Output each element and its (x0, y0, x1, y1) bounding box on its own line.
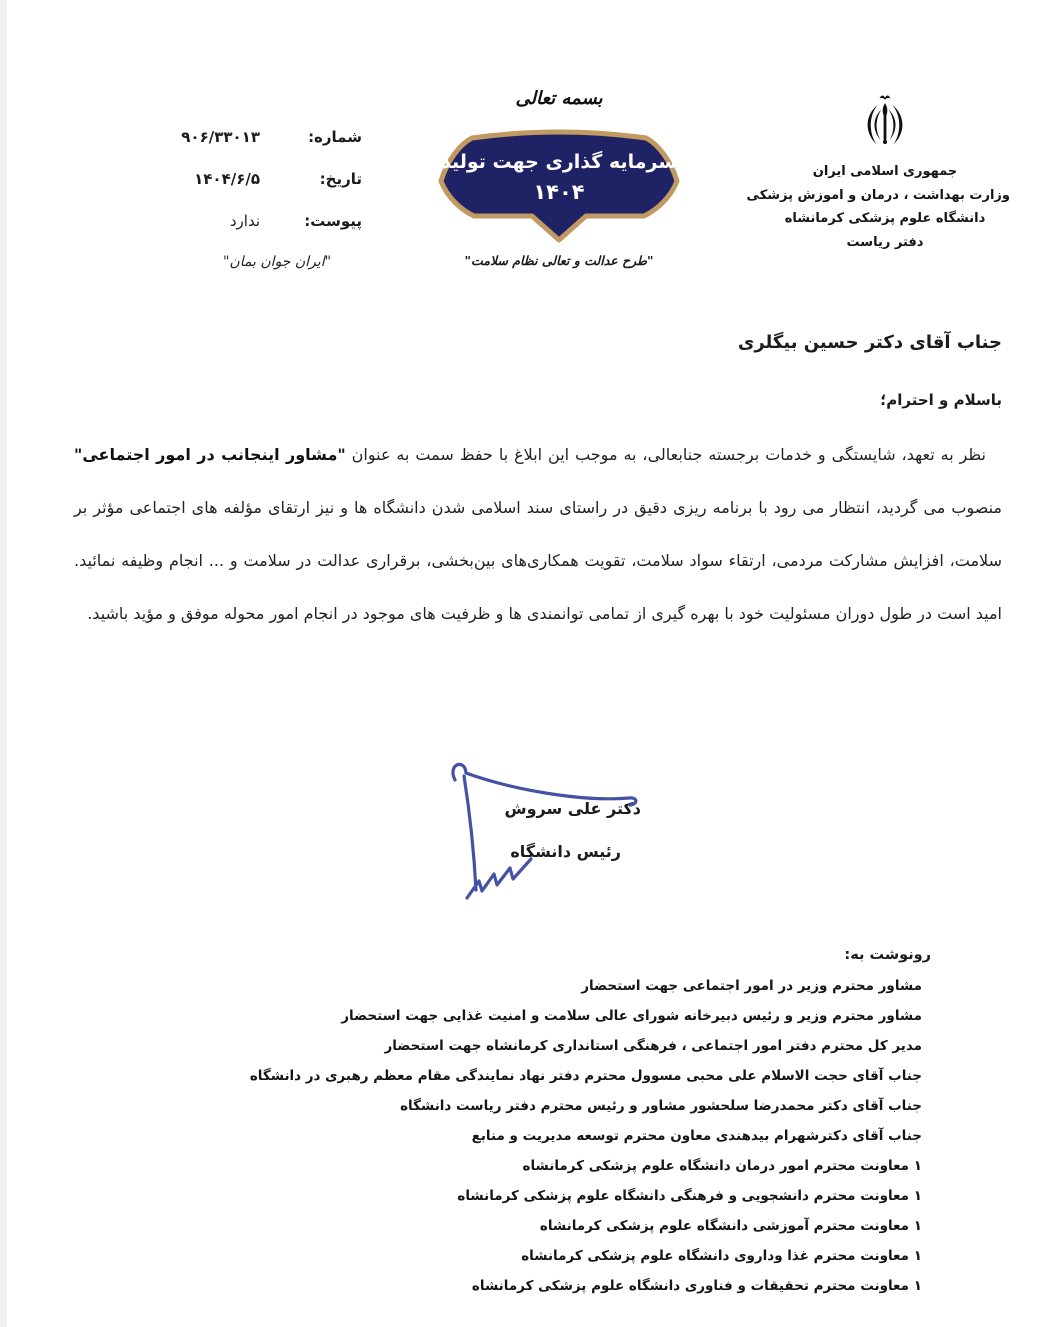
cc-header: رونوشت به: (844, 947, 931, 963)
cc-item-1: مشاور محترم وزیر در امور اجتماعی جهت استحضار (581, 978, 922, 994)
year-slogan-badge (436, 125, 682, 245)
cc-block (249, 939, 931, 1301)
org-line-ministry: وزارت بهداشت ، درمان و اموزش پزشکی (746, 187, 1010, 203)
cc-item-7: ۱ معاونت محترم امور درمان دانشگاه علوم پزشکی کرمانشاه (522, 1158, 922, 1174)
health-plan-slogan: "طرح عدالت و تعالی نظام سلامت" (464, 253, 654, 268)
cc-item-5: جناب آقای دکتر محمدرضا سلحشور مشاور و رئیس محترم دفتر ریاست دانشگاه (400, 1098, 922, 1114)
cc-item-10: ۱ معاونت محترم غذا وداروی دانشگاه علوم پزشکی کرمانشاه (521, 1248, 922, 1264)
recipient-name: جناب آقای دکتر حسین بیگلری (737, 332, 1002, 353)
attachment-label: پیوست: (304, 212, 362, 230)
badge-title: سرمایه گذاری جهت تولید (440, 151, 678, 173)
handwritten-signature (433, 756, 658, 921)
letter-meta-block (96, 116, 362, 270)
badge-text (436, 147, 682, 207)
cc-item-8: ۱ معاونت محترم دانشجویی و فرهنگی دانشگاه علوم پزشکی کرمانشاه (457, 1188, 922, 1204)
letter-attachment-row (96, 200, 362, 242)
scan-edge-artifact (0, 0, 7, 1327)
salutation: باسلام و احترام؛ (880, 391, 1002, 409)
org-line-university: دانشگاه علوم پزشکی کرمانشاه (784, 211, 986, 226)
body-line-3: سلامت، افزایش مشارکت مردمی، ارتقاء سواد سلامت، تقویت همکاری‌های بین‌بخشی، برقراری عدالت در سلامت و ... انجام وظیفه نمائید. (74, 551, 1002, 570)
org-line-country: جمهوری اسلامی ایران (812, 164, 958, 179)
cc-item-3: مدیر کل محترم دفتر امور اجتماعی ، فرهنگی استانداری کرمانشاه جهت استحضار (384, 1038, 922, 1054)
cc-item-11: ۱ معاونت محترم تحقیقات و فناوری دانشگاه علوم پزشکی کرمانشاه (471, 1278, 922, 1294)
letter-number-row (96, 116, 362, 158)
iran-stay-young-slogan: "ایران جوان بمان" (222, 254, 332, 270)
date-label: تاریخ: (319, 170, 362, 188)
letter-body (74, 428, 1002, 640)
body-line-1-text: نظر به تعهد، شایستگی و خدمات برجسته جنابعالی، به موجب این ابلاغ با حفظ سمت به عنوان (345, 445, 986, 464)
besmeleh-calligraphy: بسمه تعالی (515, 88, 603, 109)
signer-name: دکتر علی سروش (504, 799, 641, 818)
letterhead-org-block (746, 90, 1010, 254)
number-value: ۹۰۶/۳۳۰۱۳ (181, 128, 260, 146)
body-line-1 (74, 428, 1002, 481)
cc-item-4: جناب آقای حجت الاسلام علی محبی مسوول محترم دفتر نهاد نمایندگی مقام معظم رهبری در دانشگاه (249, 1068, 922, 1084)
body-line-4: امید است در طول دوران مسئولیت خود با بهره گیری از تمامی توانمندی ها و ظرفیت های موجود در انجام امور محوله موفق و مؤید باشید. (87, 604, 1002, 623)
cc-item-6: جناب آقای دکترشهرام بیدهندی معاون محترم توسعه مدیریت و منابع (471, 1128, 922, 1144)
number-label: شماره: (308, 128, 362, 146)
org-line-office: دفتر ریاست (846, 234, 924, 250)
cc-item-2: مشاور محترم وزیر و رئیس دبیرخانه شورای عالی سلامت و امنیت غذایی جهت استحضار (341, 1008, 922, 1024)
letter-date-row (96, 158, 362, 200)
signer-title: رئیس دانشگاه (510, 842, 621, 861)
attachment-value: ندارد (229, 212, 260, 230)
iran-emblem-icon (857, 90, 913, 152)
letterhead-center (433, 88, 685, 268)
appointment-title: "مشاور اینجانب در امور اجتماعی" (74, 445, 346, 464)
body-line-2: منصوب می گردید، انتظار می رود با برنامه ریزی دقیق در راستای سند اسلامی شدن دانشگاه ها و نیز ارتقای مؤلفه های اجتماعی مؤثر بر (74, 498, 1002, 517)
badge-year: ۱۴۰۴ (533, 180, 585, 204)
cc-item-9: ۱ معاونت محترم آموزشی دانشگاه علوم پزشکی کرمانشاه (539, 1218, 922, 1234)
date-value: ۱۴۰۴/۶/۵ (194, 170, 260, 188)
